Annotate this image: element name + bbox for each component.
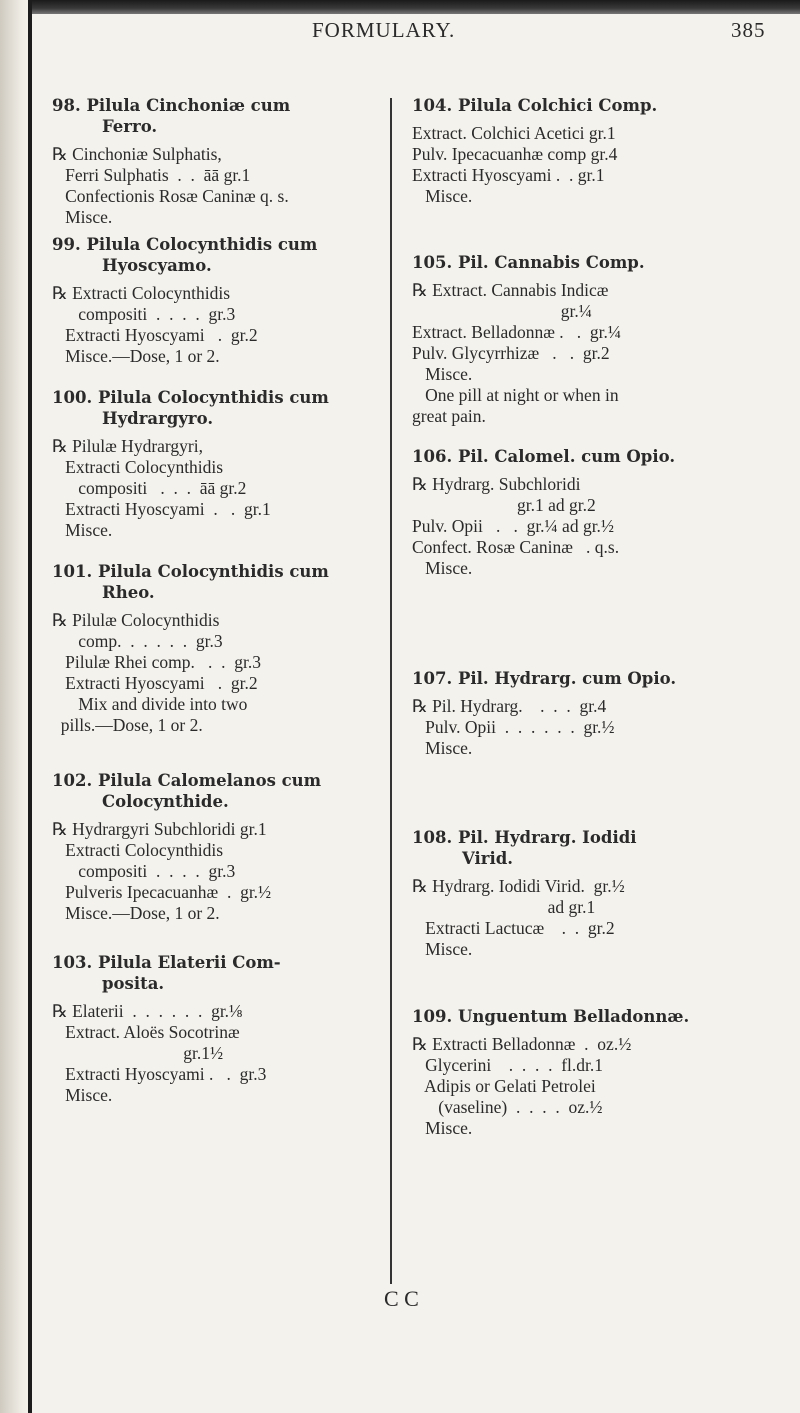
formula-entry xyxy=(412,446,752,579)
page-number: 385 xyxy=(731,18,766,42)
recipe-line: compositi . . . . gr.3 xyxy=(52,304,236,324)
recipe-line: Extracti Hyoscyami . . gr.1 xyxy=(412,165,605,185)
formula-title: Pilula Colchici Comp. xyxy=(457,96,658,115)
formula-title-continued: Colocynthide. xyxy=(102,792,229,811)
formula-heading xyxy=(412,252,752,273)
recipe-line: Extract. Belladonnæ . . gr.¼ xyxy=(412,322,621,342)
formula-title-continued: Hydrargyro. xyxy=(102,409,214,428)
recipe-line: Misce. xyxy=(412,1118,473,1138)
formula-number: 107. xyxy=(412,669,453,688)
formula-title: Unguentum Belladonnæ. xyxy=(457,1007,690,1026)
recipe-line: Extracti Hyoscyami . . gr.1 xyxy=(52,499,271,519)
formula-number: 105. xyxy=(412,253,453,272)
recipe-line: gr.1 ad gr.2 xyxy=(412,495,596,515)
recipe-line: ℞ Cinchoniæ Sulphatis, xyxy=(52,144,222,164)
formula-number: 103. xyxy=(52,953,93,972)
recipe-line: Misce. xyxy=(52,520,113,540)
recipe-line: gr.¼ xyxy=(412,301,592,321)
recipe-line: ℞ Hydrarg. Subchloridi xyxy=(412,474,581,494)
book-spine-shadow xyxy=(0,0,30,1413)
page-top-band xyxy=(0,0,800,14)
recipe-line: Pilulæ Rhei comp. . . gr.3 xyxy=(52,652,262,672)
book-spine-edge xyxy=(28,0,32,1413)
recipe-line: Confectionis Rosæ Caninæ q. s. xyxy=(52,186,289,206)
recipe-line: compositi . . . . gr.3 xyxy=(52,861,236,881)
formula-heading xyxy=(52,770,370,812)
formula-title: Pilula Elaterii Com- xyxy=(97,953,281,972)
recipe-line: Misce. xyxy=(52,207,113,227)
formula-number: 102. xyxy=(52,771,93,790)
recipe-line: Extracti Hyoscyami . . gr.3 xyxy=(52,1064,267,1084)
formula-entry xyxy=(52,95,370,228)
formula-heading xyxy=(412,95,752,116)
recipe-line: Misce.—Dose, 1 or 2. xyxy=(52,903,220,923)
recipe-line: Pulv. Ipecacuanhæ comp gr.4 xyxy=(412,144,618,164)
recipe-line: ℞ Pil. Hydrarg. . . . gr.4 xyxy=(412,696,607,716)
formula-number: 98. xyxy=(52,96,81,115)
recipe-line: ℞ Pilulæ Hydrargyri, xyxy=(52,436,203,456)
formula-entry xyxy=(52,234,370,367)
recipe-line: Extracti Hyoscyami . gr.2 xyxy=(52,325,258,345)
formula-title: Pilula Colocynthidis cum xyxy=(97,562,329,581)
formula-title: Pil. Cannabis Comp. xyxy=(457,253,645,272)
formula-heading xyxy=(412,827,752,869)
formula-entry xyxy=(52,387,370,541)
formula-title: Pilula Colocynthidis cum xyxy=(97,388,329,407)
formula-number: 108. xyxy=(412,828,453,847)
formula-title-continued: Ferro. xyxy=(102,117,158,136)
recipe-line: Misce.—Dose, 1 or 2. xyxy=(52,346,220,366)
formula-number: 106. xyxy=(412,447,453,466)
formula-title-continued: Virid. xyxy=(462,849,514,868)
formula-heading xyxy=(52,95,370,137)
running-header-title: FORMULARY. xyxy=(312,18,456,42)
recipe-line: great pain. xyxy=(412,406,486,426)
formula-heading xyxy=(52,387,370,429)
formula-entry xyxy=(412,668,752,759)
recipe-line: One pill at night or when in xyxy=(412,385,619,405)
formula-title-continued: Hyoscyamo. xyxy=(102,256,212,275)
recipe-line: Adipis or Gelati Petrolei xyxy=(412,1076,596,1096)
formula-entry xyxy=(52,561,370,736)
recipe-line: Extract. Aloës Socotrinæ xyxy=(52,1022,240,1042)
recipe-line: pills.—Dose, 1 or 2. xyxy=(52,715,203,735)
signature-mark: C C xyxy=(384,1286,419,1311)
recipe-line: Extracti Lactucæ . . gr.2 xyxy=(412,918,615,938)
recipe-line: gr.1½ xyxy=(52,1043,224,1063)
recipe-line: Mix and divide into two xyxy=(52,694,248,714)
recipe-line: Pulv. Glycyrrhizæ . . gr.2 xyxy=(412,343,610,363)
recipe-line: Misce. xyxy=(412,738,473,758)
formula-heading xyxy=(412,668,752,689)
recipe-line: Misce. xyxy=(412,939,473,959)
formula-heading xyxy=(412,446,752,467)
recipe-line: ℞ Pilulæ Colocynthidis xyxy=(52,610,220,630)
recipe-line: ℞ Elaterii . . . . . . gr.⅛ xyxy=(52,1001,243,1021)
recipe-line: ℞ Extracti Colocynthidis xyxy=(52,283,231,303)
formula-number: 104. xyxy=(412,96,453,115)
formula-heading xyxy=(412,1006,752,1027)
recipe-line: compositi . . . āā gr.2 xyxy=(52,478,247,498)
recipe-line: (vaseline) . . . . oz.½ xyxy=(412,1097,603,1117)
formula-title-continued: posita. xyxy=(102,974,165,993)
recipe-line: Extracti Colocynthidis xyxy=(52,840,224,860)
recipe-line: comp. . . . . . gr.3 xyxy=(52,631,223,651)
formula-title-continued: Rheo. xyxy=(102,583,155,602)
recipe-line: Extracti Hyoscyami . gr.2 xyxy=(52,673,258,693)
formula-number: 99. xyxy=(52,235,81,254)
recipe-line: ad gr.1 xyxy=(412,897,596,917)
recipe-line: Misce. xyxy=(412,364,473,384)
recipe-line: ℞ Hydrarg. Iodidi Virid. gr.½ xyxy=(412,876,625,896)
formula-title: Pil. Calomel. cum Opio. xyxy=(457,447,676,466)
formula-title: Pil. Hydrarg. Iodidi xyxy=(457,828,637,847)
recipe-line: Pulv. Opii . . gr.¼ ad gr.½ xyxy=(412,516,615,536)
formula-title: Pil. Hydrarg. cum Opio. xyxy=(457,669,677,688)
recipe-line: Misce. xyxy=(52,1085,113,1105)
column-divider xyxy=(390,98,392,1284)
recipe-line: Extracti Colocynthidis xyxy=(52,457,224,477)
recipe-line: Glycerini . . . . fl.dr.1 xyxy=(412,1055,604,1075)
recipe-line: ℞ Extract. Cannabis Indicæ xyxy=(412,280,609,300)
recipe-line: Ferri Sulphatis . . āā gr.1 xyxy=(52,165,251,185)
recipe-line: Extract. Colchici Acetici gr.1 xyxy=(412,123,616,143)
recipe-line: ℞ Extracti Belladonnæ . oz.½ xyxy=(412,1034,632,1054)
formula-number: 101. xyxy=(52,562,93,581)
formula-entry xyxy=(52,952,370,1106)
recipe-line: Misce. xyxy=(412,186,473,206)
formula-number: 100. xyxy=(52,388,93,407)
formula-heading xyxy=(52,952,370,994)
recipe-line: Confect. Rosæ Caninæ . q.s. xyxy=(412,537,620,557)
formula-entry xyxy=(52,770,370,924)
formula-title: Pilula Cinchoniæ cum xyxy=(86,96,291,115)
formula-entry xyxy=(412,1006,752,1139)
recipe-line: Misce. xyxy=(412,558,473,578)
formula-title: Pilula Calomelanos cum xyxy=(97,771,322,790)
recipe-line: ℞ Hydrargyri Subchloridi gr.1 xyxy=(52,819,267,839)
formula-entry xyxy=(412,95,752,207)
recipe-line: Pulveris Ipecacuanhæ . gr.½ xyxy=(52,882,272,902)
formula-heading xyxy=(52,234,370,276)
formula-title: Pilula Colocynthidis cum xyxy=(86,235,318,254)
formula-number: 109. xyxy=(412,1007,453,1026)
formula-entry xyxy=(412,252,752,427)
formula-entry xyxy=(412,827,752,960)
formula-heading xyxy=(52,561,370,603)
recipe-line: Pulv. Opii . . . . . . gr.½ xyxy=(412,717,615,737)
